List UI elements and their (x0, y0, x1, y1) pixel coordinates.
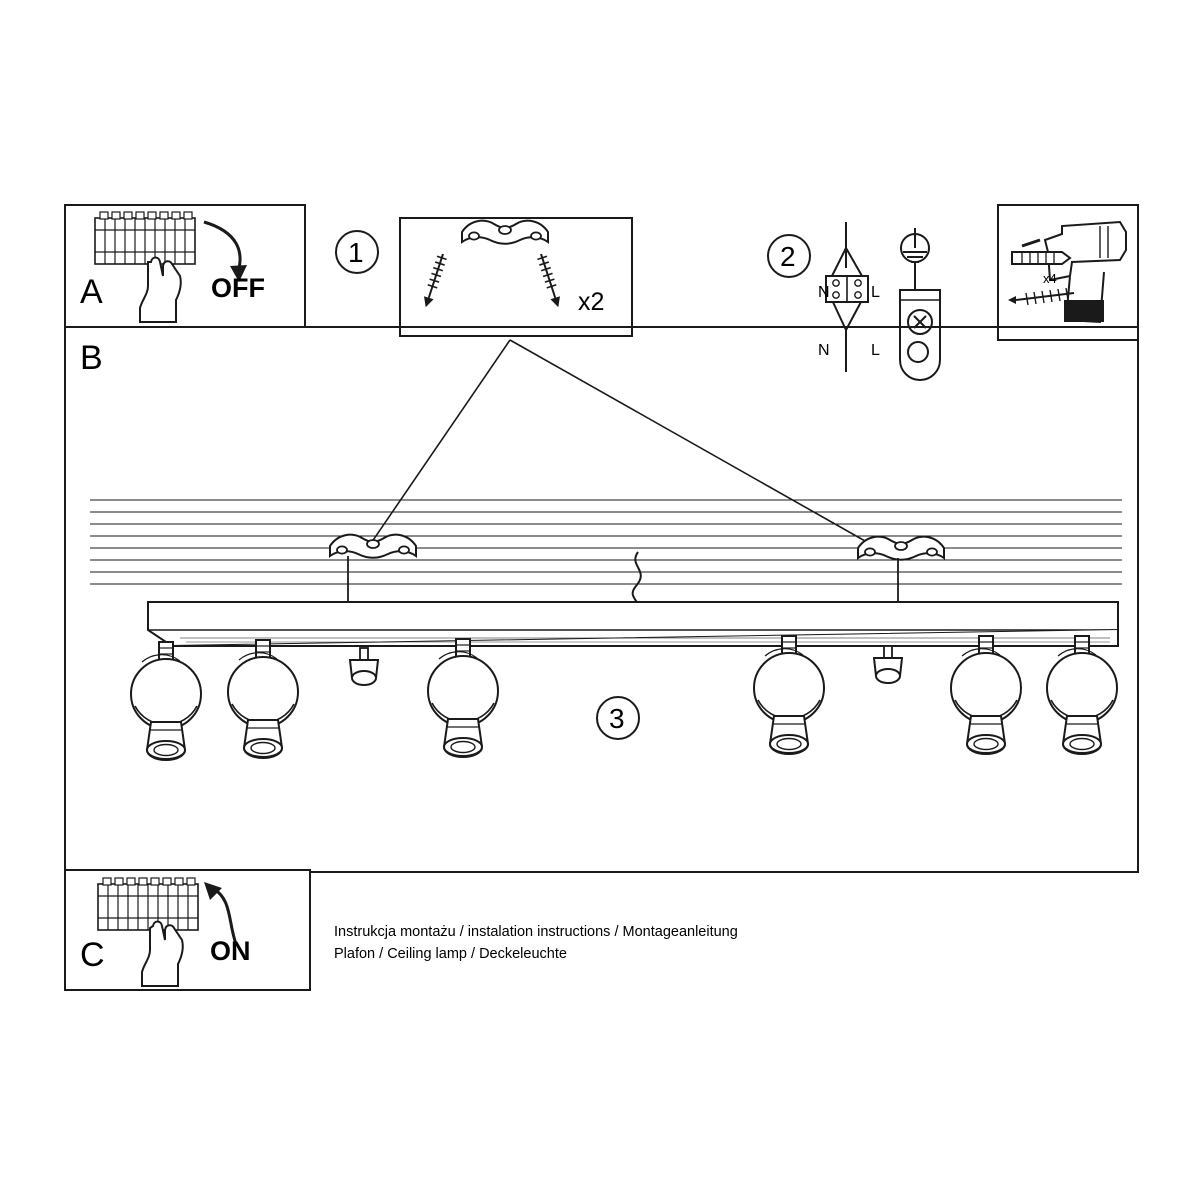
spotlight-head-icon (754, 636, 824, 754)
cable-clamp-icon (900, 262, 940, 380)
panel-a-letter: A (80, 273, 103, 311)
bar-cap-icon (874, 646, 902, 683)
ceiling-mount-right (858, 537, 944, 560)
panel-c-letter: C (80, 936, 105, 974)
terminal-block-icon (826, 222, 868, 372)
caption-line-2: Plafon / Ceiling lamp / Deckeleuchte (334, 946, 567, 962)
panel-tools (998, 205, 1138, 340)
panel-c-on-label: ON (210, 936, 251, 966)
earth-ground-icon (901, 228, 929, 262)
circuit-breaker-icon (98, 878, 198, 930)
panel-a-off-label: OFF (211, 273, 265, 303)
bar-cap-icon (350, 648, 378, 685)
circuit-breaker-icon (95, 212, 195, 264)
step-1-number: 1 (348, 237, 364, 268)
ceiling-hatch (90, 500, 1122, 584)
lamp-bar-icon (148, 602, 1118, 646)
step-1-quantity: x2 (578, 288, 605, 316)
spotlight-head-icon (131, 642, 201, 760)
terminal-label-l-bottom: L (871, 342, 880, 359)
panel-step-1 (336, 218, 632, 336)
spotlight-head-icon (228, 640, 298, 758)
spotlight-head-icon (428, 639, 498, 757)
step-2-number: 2 (780, 241, 796, 272)
tools-quantity: x4 (1043, 271, 1057, 286)
wall-plug-icon (1012, 252, 1070, 264)
step-3-number: 3 (609, 703, 625, 734)
terminal-label-n-bottom: N (818, 342, 830, 359)
panel-b-letter: B (80, 339, 103, 377)
caption-line-1: Instrukcja montażu / instalation instructions / Montageanleitung (334, 924, 738, 940)
ceiling-mount-left (330, 535, 416, 558)
spotlight-head-icon (951, 636, 1021, 754)
terminal-label-n-top: N (818, 284, 830, 301)
panel-b-frame (65, 327, 1138, 872)
spotlight-head-icon (1047, 636, 1117, 754)
terminal-label-l-top: L (871, 284, 880, 301)
